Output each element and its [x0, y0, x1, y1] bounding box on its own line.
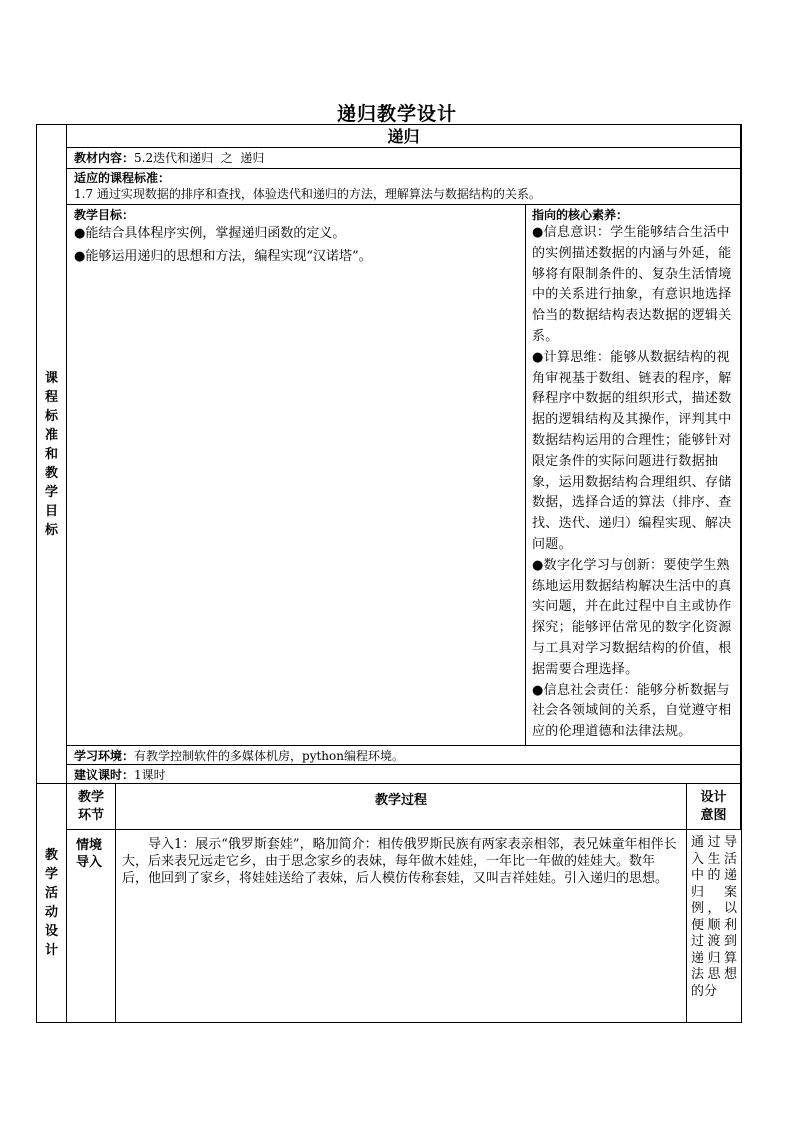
section-label-cell [37, 125, 67, 784]
hours-cell [67, 765, 741, 784]
literacy-paragraph: ●信息意识：学生能够结合生活中的实例描述数据的内涵与外延，能够将有限制条件的、复杂生活情境中的关系进行抽象，有意识地选择恰当的数据结构表达数据的逻辑关系。 [532, 225, 732, 344]
environment-cell [67, 746, 741, 765]
literacy-paragraph: ●计算思维：能够从数据结构的视角审视基于数组、链表的程序，解释程序中数据的组织形式，描述数据的逻辑结构及其操作，评判其中数据结构运用的合理性；能够针对限定条件的实际问题进行数据抽象，运用数据结构合理组织、存储数据，选择合适的算法（排序、查找、迭代、递归）编程实现、解决问题。 [532, 349, 732, 552]
material-value: 5.2迭代和递归 之 递归 [134, 151, 265, 165]
section-label-cell [37, 784, 67, 1022]
header-intent-cell [687, 784, 741, 830]
objective-item: ●能结合具体程序实例，掌握递归函数的定义。 [74, 226, 346, 241]
standard-value: 1.7 通过实现数据的排序和查找，体验迭代和递归的方法，理解算法与数据结构的关系。 [74, 187, 541, 201]
environment-value: 有教学控制软件的多媒体机房，python编程环境。 [134, 749, 404, 763]
header-phase: 教学环节 [77, 789, 104, 823]
activity-intent-cell [687, 830, 741, 1022]
material-cell [67, 148, 741, 169]
literacy-label: 指向的核心素养： [532, 208, 629, 222]
section-label-standards: 课程标准和教学目标 [44, 370, 58, 538]
activity-phase: 情境导入 [76, 838, 103, 870]
header-process: 教学过程 [374, 793, 427, 808]
activity-process: 导入1：展示“俄罗斯套娃”，略加简介：相传俄罗斯民族有两家表亲相邻，表兄妹童年相伴长大，后来表兄远走它乡，由于思念家乡的表妹，每年做木娃娃，一年比一年做的娃娃大。数年后，他回到了家乡，将娃娃送给了表妹，后人模仿传称套娃，又叫吉祥娃娃。引入递归的思想。 [122, 837, 677, 886]
lesson-title: 递归 [387, 127, 420, 146]
material-label: 教材内容： [74, 151, 135, 165]
activity-phase-cell [67, 830, 116, 1022]
objectives-label: 教学目标： [74, 208, 135, 222]
activity-intent: 通过导入生活中的递归案例，以便顺利过渡到递归算法思想的分 [691, 835, 737, 999]
page-title: 递归教学设计 [336, 103, 457, 125]
literacy-paragraph: ●信息社会责任：能够分析数据与社会各领域间的关系，自觉遵守相应的伦理道德和法律法规。 [532, 682, 732, 740]
objective-item: ●能够运用递归的思想和方法，编程实现“汉诺塔”。 [74, 249, 372, 264]
environment-label: 学习环境： [74, 749, 135, 763]
header-process-cell [116, 784, 687, 830]
lesson-title-cell [67, 125, 741, 148]
literacy-paragraph: ●数字化学习与创新：要使学生熟练地运用数据结构解决生活中的真实问题，并在此过程中自主或协作探究；能够评估常见的数字化资源与工具对学习数据结构的价值，根据需要合理选择。 [532, 557, 732, 677]
hours-label: 建议课时： [74, 768, 135, 782]
header-intent: 设计意图 [700, 789, 727, 823]
section-label-activities: 教学活动设计 [44, 848, 58, 958]
standard-cell [67, 169, 741, 205]
hours-value: 1课时 [134, 768, 166, 782]
lesson-table [36, 124, 742, 1023]
standard-label: 适应的课程标准： [74, 171, 171, 185]
objectives-cell [67, 205, 526, 746]
literacy-cell [526, 205, 741, 746]
header-phase-cell [67, 784, 116, 830]
activity-process-cell [116, 830, 687, 1022]
